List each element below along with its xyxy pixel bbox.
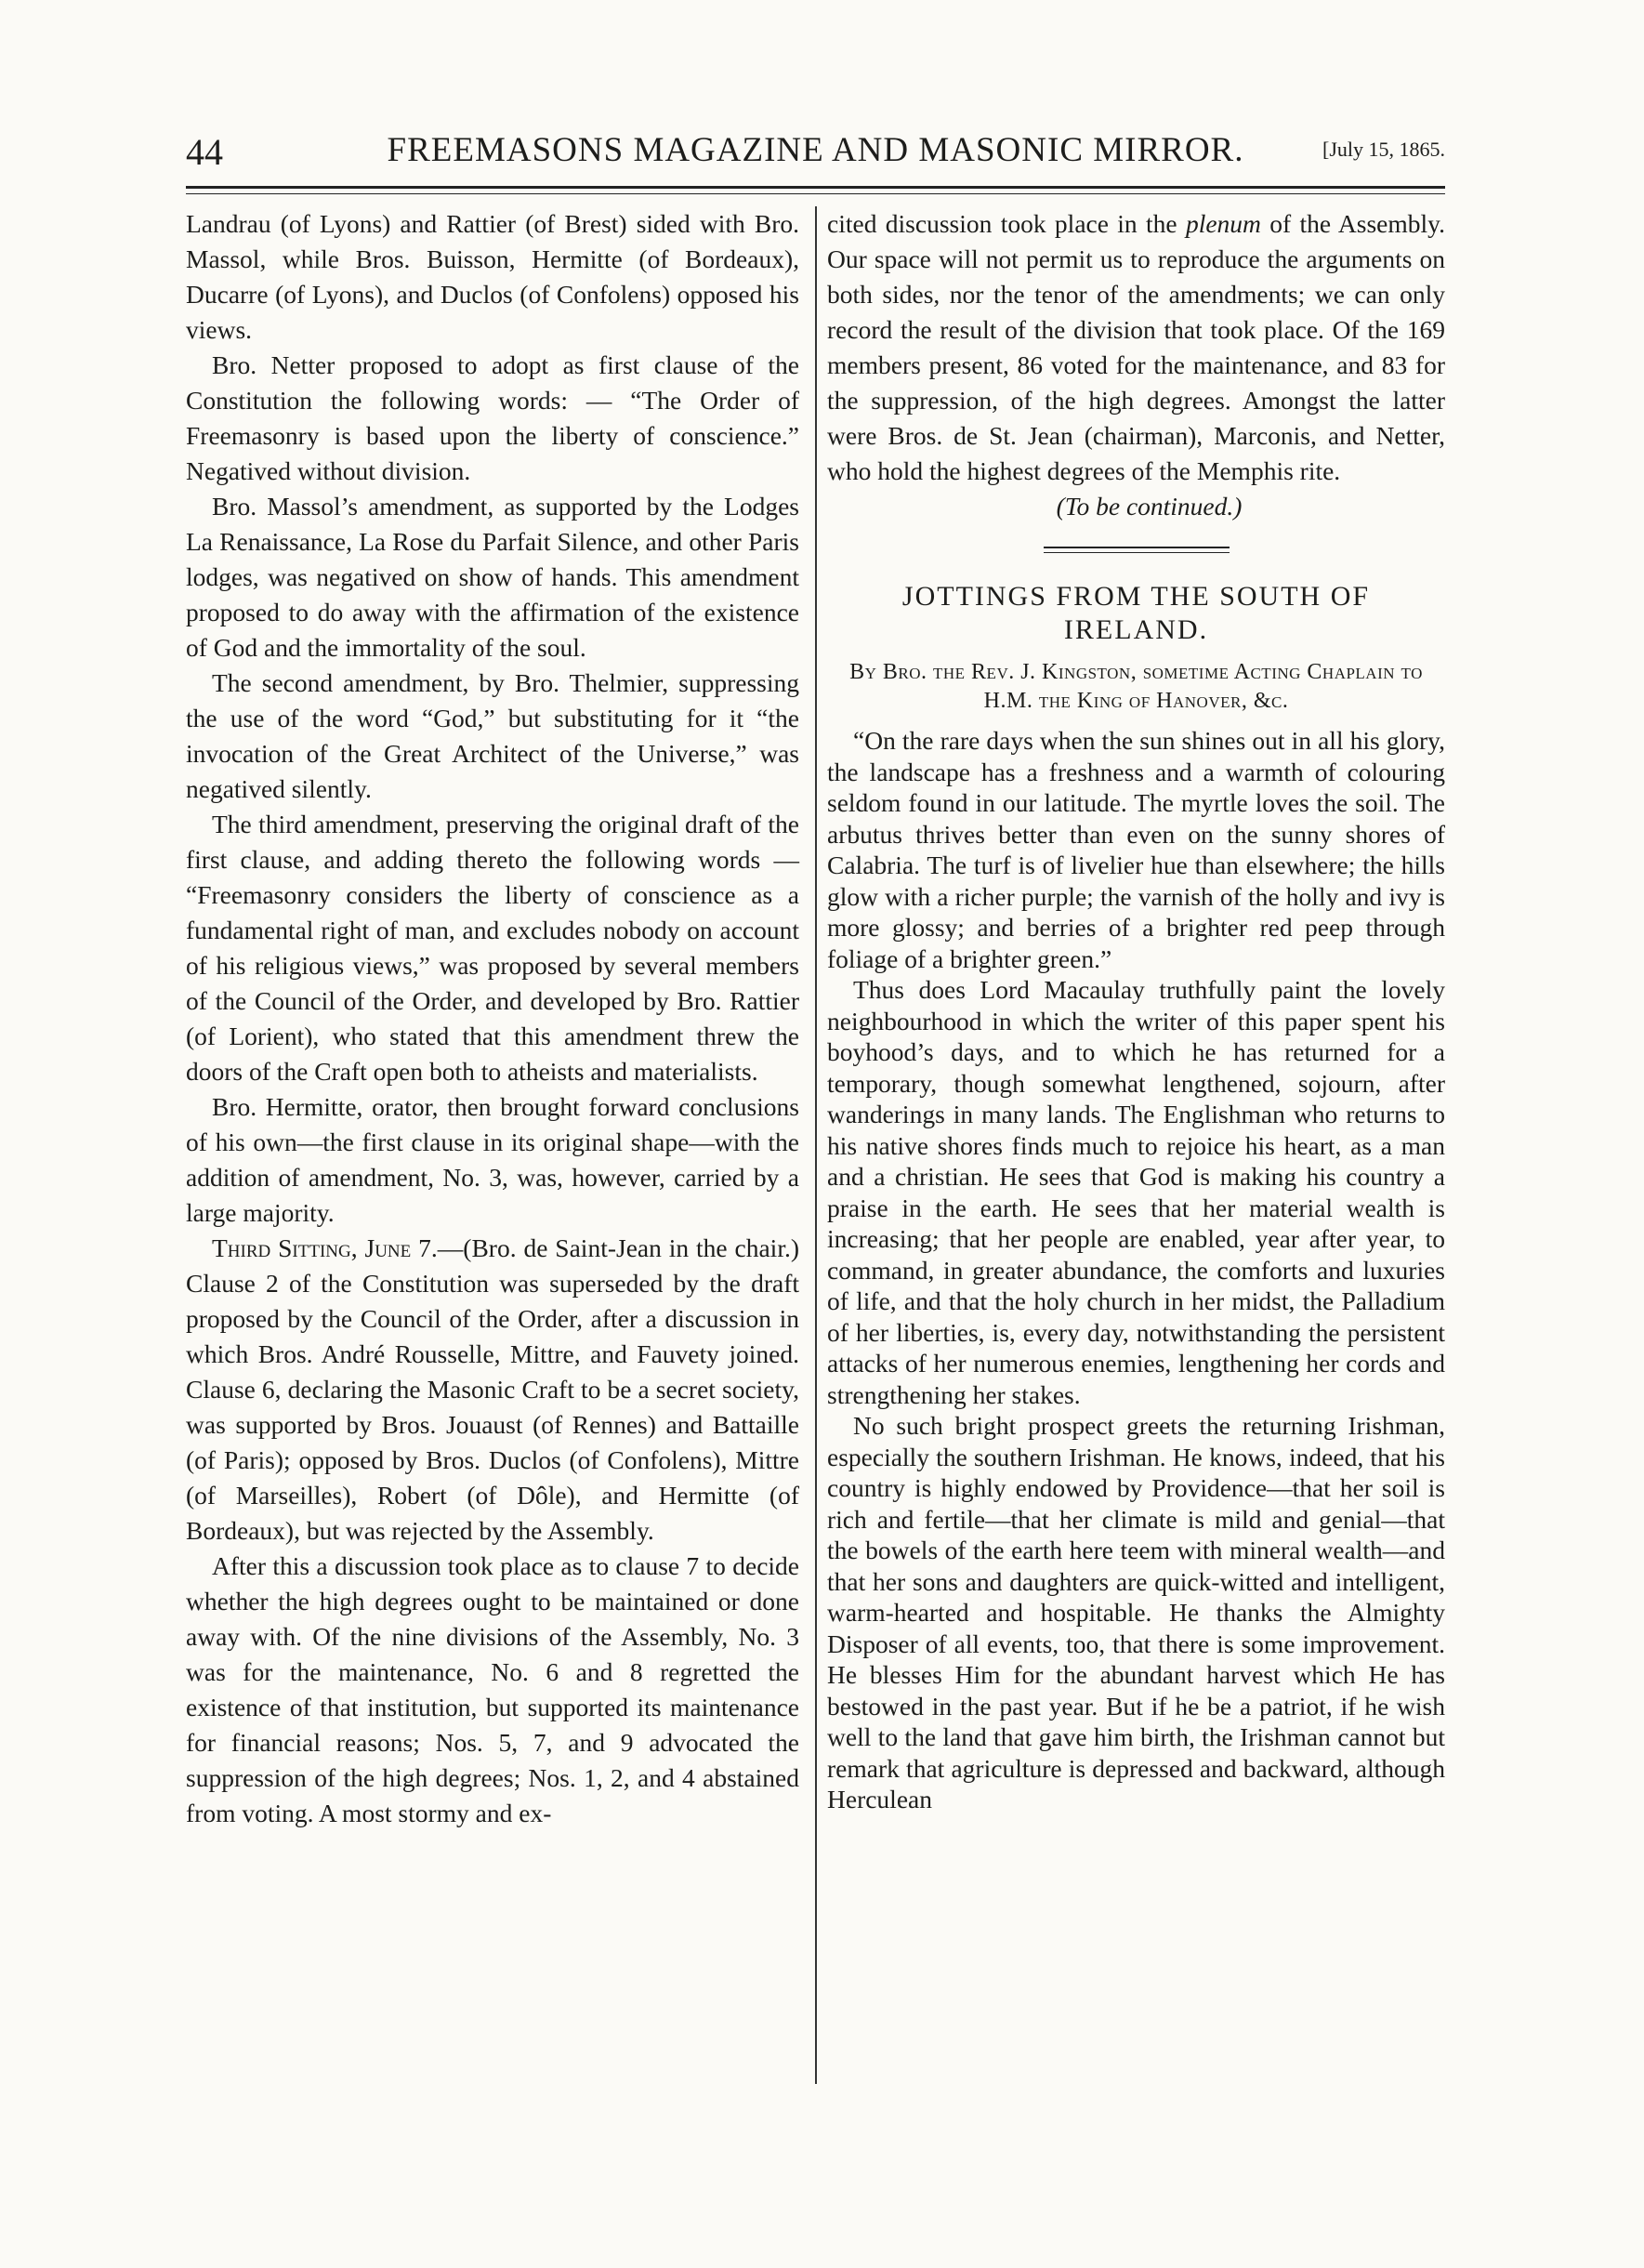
page-header <box>186 130 1445 186</box>
to-be-continued: (To be continued.) <box>1056 492 1243 521</box>
right-column <box>827 206 1445 1815</box>
paragraph: Thus does Lord Macaulay truthfully paint the lovely neighbourhood in which the writer of this paper spent his boyhood’s days, and to which he has returned for a temporary, though somewhat lengthened, sojourn, after wanderings in many lands. The Englishman who returns to his native shores finds much to rejoice his heart, as a man and a christian. He sees that God is making his country a praise in the earth. He sees that her material wealth is increasing; that her people are enabled, year after year, to command, in greater abundance, the comforts and luxuries of life, and that the holy church in her midst, the Palladium of her liberties, is, every day, notwithstanding the persistent attacks of her numerous enemies, lengthening her cords and strengthening her stakes. <box>827 975 1445 1409</box>
issue-date: [July 15, 1865. <box>1322 138 1445 161</box>
paragraph: The third amendment, preserving the original draft of the first clause, and adding thereto the following words — “Freemasonry considers the liberty of conscience as a fundamental right of man, and excludes nobody on account of his religious views,” was proposed by several members of the Council of the Order, and developed by Bro. Rattier (of Lorient), who stated that this amendment threw the doors of the Craft open both to atheists and materialists. <box>186 810 799 1086</box>
paragraph: Bro. Netter proposed to adopt as first clause of the Constitution the following words: — “The Order of Freemasonry is based upon the liberty of conscience.” Negatived without division. <box>186 350 799 485</box>
left-column <box>186 206 799 1831</box>
text-run: cited discussion took place in the <box>827 209 1186 238</box>
paragraph: After this a discussion took place as to clause 7 to decide whether the high degrees ought to be maintained or done away with. Of the nine divisions of the Assembly, No. 3 was for the maintenance, No. 6 and 8 regretted the existence of that institution, but supported its maintenance for financial reasons; Nos. 5, 7, and 9 advocated the suppression of the high degrees; Nos. 1, 2, and 4 abstained from voting. A most stormy and ex- <box>186 1551 799 1827</box>
paragraph-text: (Bro. de Saint-Jean in the chair.) Clause 2 of the Constitution was superseded by the draft proposed by the Council of the Order, after a discussion in which Bros. André Rousselle, Mittre, and Fauvety joined. Clause 6, declaring the Masonic Craft to be a secret society, was supported by Bros. Jouaust (of Rennes) and Battaille (of Paris); opposed by Bros. Duclos (of Confolens), Mittre (of Marseilles), Robert (of Dôle), and Hermitte (of Bordeaux), but was rejected by the Assembly. <box>186 1233 799 1545</box>
article-byline: By Bro. the Rev. J. Kingston, sometime Acting Chaplain to H.M. the King of Hanover, &c. <box>849 660 1423 713</box>
header-rule <box>186 186 1445 189</box>
column-divider <box>815 206 817 2084</box>
paragraph: The second amendment, by Bro. Thelmier, suppressing the use of the word “God,” but substituting for it “the invocation of the Great Architect of the Universe,” was negatived silently. <box>186 668 799 803</box>
paragraph-continued <box>827 206 1445 489</box>
quote-paragraph: “On the rare days when the sun shines out in all his glory, the landscape has a freshness and a warmth of colouring seldom found in our latitude. The myrtle loves the soil. The arbutus thrives better than even on the sunny shores of Calabria. The turf is of livelier hue than elsewhere; the hills glow with a richer purple; the varnish of the holly and ivy is more glossy; and berries of a brighter red peep through foliage of a brighter green.” <box>827 726 1445 973</box>
article-title: JOTTINGS FROM THE SOUTH OF IRELAND. <box>901 581 1371 645</box>
paragraph: Bro. Hermitte, orator, then brought forward conclusions of his own—the first clause in its original shape—with the addition of amendment, No. 3, was, however, carried by a large majority. <box>186 1092 799 1227</box>
section-label: Third Sitting, June 7.— <box>212 1233 464 1262</box>
masthead-title: FREEMASONS MAGAZINE AND MASONIC MIRROR. <box>387 131 1244 169</box>
header-rule-thin <box>186 193 1445 194</box>
paragraph-third-sitting <box>186 1231 799 1549</box>
text-run: of the Assembly. Our space will not permit us to reproduce the arguments on both sides, nor the tenor of the amendments; we can only record the result of the division that took place. Of the 169 members present, 86 voted for the maintenance, and 83 for the suppression, of the high degrees. Amongst the latter were Bros. de St. Jean (chairman), Marconis, and Netter, who hold the highest degrees of the Memphis rite. <box>827 209 1446 485</box>
italic-word: plenum <box>1185 209 1261 238</box>
page-number: 44 <box>186 131 223 173</box>
paragraph: Landrau (of Lyons) and Rattier (of Brest) sided with Bro. Massol, while Bros. Buisson, Hermitte (of Bordeaux), Ducarre (of Lyons), and Duclos (of Confolens) opposed his views. <box>186 209 799 344</box>
paragraph: No such bright prospect greets the returning Irishman, especially the southern Irishman. He knows, indeed, that his country is highly endowed by Providence—that her soil is rich and fertile—that her climate is mild and genial—that the bowels of the earth here teem with mineral wealth—and that her sons and daughters are quick-witted and intelligent, warm-hearted and hospitable. He thanks the Almighty Disposer of all events, too, that there is some improvement. He blesses Him for the abundant harvest which He has bestowed in the past year. But if he be a patriot, if he wish well to the land that gave him birth, the Irishman cannot but remark that agriculture is depressed and backward, although Herculean <box>827 1411 1445 1813</box>
paragraph: Bro. Massol’s amendment, as supported by the Lodges La Renaissance, La Rose du Parfait Silence, and other Paris lodges, was negatived on show of hands. This amendment proposed to do away with the affirmation of the existence of God and the immortality of the soul. <box>186 492 799 662</box>
section-ornament-rule <box>1044 545 1230 556</box>
